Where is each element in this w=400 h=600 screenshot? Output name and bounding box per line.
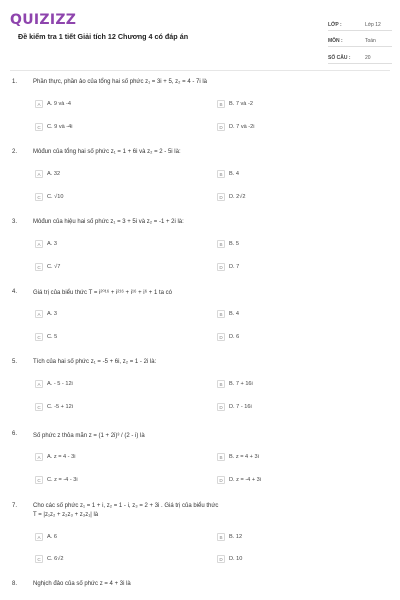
option-a[interactable]	[35, 98, 71, 110]
question-text: Số phức z thỏa mãn z = (1 + 2i)³ / (2 - i) là	[33, 433, 145, 439]
option-text: D. 7 và -2i	[229, 124, 255, 130]
quizizz-logo: QUIZIZZ	[10, 12, 77, 28]
meta-key: MÔN :	[328, 38, 343, 44]
option-b[interactable]	[217, 308, 239, 320]
option-text: D. 10	[229, 556, 243, 562]
option-text: B. 4	[229, 171, 239, 177]
meta-row-subject	[328, 31, 392, 48]
option-letter-box: A	[35, 240, 43, 248]
question-number: 2.	[12, 149, 18, 155]
meta-row-class	[328, 14, 392, 31]
option-letter-box: A	[35, 170, 43, 178]
option-letter-box: C	[35, 555, 43, 563]
option-text: A. 9 và -4	[47, 101, 71, 107]
question-text: Môđun của hiệu hai số phức z₁ = 3 + 5i và z₂ = -1 + 2i là:	[33, 219, 184, 225]
option-text: C. 9 và -4i	[47, 124, 73, 130]
option-letter-box: A	[35, 310, 43, 318]
option-letter-box: D	[217, 333, 225, 341]
option-d[interactable]	[217, 191, 245, 203]
option-letter-box: D	[217, 263, 225, 271]
meta-key: SỐ CÂU :	[328, 54, 351, 61]
option-letter-box: A	[35, 533, 43, 541]
option-b[interactable]	[217, 451, 259, 463]
option-text: A. z = 4 - 3i	[47, 454, 76, 460]
meta-value: Lớp 12	[365, 21, 381, 28]
option-text: B. 5	[229, 241, 239, 247]
question-number: 4.	[12, 289, 18, 295]
page-title: Đề kiểm tra 1 tiết Giải tích 12 Chương 4 có đáp án	[18, 32, 189, 41]
option-text: B. 4	[229, 311, 239, 317]
question-text: Tích của hai số phức z₁ = -5 + 6i, z₂ = 1 - 2i là:	[33, 359, 157, 365]
meta-row-count	[328, 47, 392, 64]
option-text: D. 7 - 16i	[229, 404, 252, 410]
option-letter-box: C	[35, 263, 43, 271]
option-a[interactable]	[35, 451, 75, 463]
option-text: C. 6√2	[47, 556, 64, 562]
option-text: A. 6	[47, 534, 57, 540]
option-letter-box: D	[217, 193, 225, 201]
option-text: C. z = -4 - 3i	[47, 477, 78, 483]
option-b[interactable]	[217, 378, 253, 390]
option-d[interactable]	[217, 331, 239, 343]
option-letter-box: B	[217, 533, 225, 541]
option-letter-box: A	[35, 100, 43, 108]
option-letter-box: D	[217, 403, 225, 411]
option-c[interactable]	[35, 401, 73, 413]
option-b[interactable]	[217, 531, 242, 543]
option-text: C. 5	[47, 334, 58, 340]
question-number: 8.	[12, 581, 18, 587]
option-a[interactable]	[35, 531, 57, 543]
option-text: D. 2√2	[229, 194, 246, 200]
option-c[interactable]	[35, 331, 57, 343]
option-d[interactable]	[217, 261, 239, 273]
option-b[interactable]	[217, 98, 253, 110]
option-letter-box: C	[35, 193, 43, 201]
meta-key: LỚP :	[328, 21, 342, 28]
option-a[interactable]	[35, 308, 57, 320]
option-c[interactable]	[35, 191, 63, 203]
option-text: C. -5 + 12i	[47, 404, 73, 410]
question-number: 3.	[12, 219, 18, 225]
option-letter-box: C	[35, 403, 43, 411]
question-number: 7.	[12, 503, 18, 509]
option-c[interactable]	[35, 474, 78, 486]
question-text: Cho các số phức z₁ = 1 + i, z₂ = 1 - i, z₃ = 2 + 3i . Giá trị của biểu thức	[33, 503, 219, 509]
question-number: 6.	[12, 431, 18, 437]
option-d[interactable]	[217, 474, 261, 486]
option-text: A. - 5 - 12i	[47, 381, 73, 387]
option-text: B. z = 4 + 3i	[229, 454, 259, 460]
option-letter-box: B	[217, 310, 225, 318]
question-number: 5.	[12, 359, 18, 365]
header-divider	[10, 70, 390, 71]
option-text: D. 6	[229, 334, 240, 340]
option-c[interactable]	[35, 261, 60, 273]
option-text: C. √7	[47, 264, 61, 270]
option-a[interactable]	[35, 238, 57, 250]
option-text: A. 3	[47, 241, 57, 247]
option-letter-box: B	[217, 380, 225, 388]
option-d[interactable]	[217, 553, 242, 565]
option-letter-box: A	[35, 453, 43, 461]
option-c[interactable]	[35, 553, 63, 565]
option-letter-box: B	[217, 170, 225, 178]
option-text: D. z = -4 + 3i	[229, 477, 262, 483]
option-c[interactable]	[35, 121, 73, 133]
option-a[interactable]	[35, 168, 60, 180]
question-number: 1.	[12, 79, 18, 85]
question-text: Nghịch đảo của số phức z = 4 + 3i là	[33, 581, 131, 587]
option-letter-box: B	[217, 240, 225, 248]
option-letter-box: C	[35, 123, 43, 131]
option-letter-box: C	[35, 476, 43, 484]
option-text: D. 7	[229, 264, 240, 270]
option-text: B. 7 và -2	[229, 101, 253, 107]
option-d[interactable]	[217, 401, 252, 413]
meta-value: Toán	[365, 38, 376, 44]
option-letter-box: D	[217, 555, 225, 563]
option-letter-box: C	[35, 333, 43, 341]
option-b[interactable]	[217, 168, 239, 180]
option-text: B. 12	[229, 534, 243, 540]
option-text: A. 3	[47, 311, 57, 317]
option-letter-box: D	[217, 476, 225, 484]
question-text: Giá trị của biểu thức T = i²⁰¹⁶ + i²¹⁶ + i¹⁶ + i⁶ + 1 ta có	[33, 290, 172, 296]
option-text: A. 32	[47, 171, 61, 177]
option-letter-box: B	[217, 100, 225, 108]
option-letter-box: D	[217, 123, 225, 131]
option-d[interactable]	[217, 121, 255, 133]
question-text-line-2: T = |z₁z₂ + z₂z₃ + z₃z₁| là	[33, 512, 99, 518]
option-letter-box: A	[35, 380, 43, 388]
option-letter-box: B	[217, 453, 225, 461]
option-a[interactable]	[35, 378, 73, 390]
option-text: B. 7 + 16i	[229, 381, 253, 387]
option-b[interactable]	[217, 238, 239, 250]
option-text: C. √10	[47, 194, 64, 200]
question-text: Môđun của tổng hai số phức z₁ = 1 + 6i và z₂ = 2 - 5i là:	[33, 149, 181, 155]
question-text: Phần thực, phần ảo của tổng hai số phức z₁ = 3i + 5, z₂ = 4 - 7i là	[33, 79, 207, 85]
meta-table	[328, 14, 392, 64]
meta-value: 20	[365, 54, 371, 61]
